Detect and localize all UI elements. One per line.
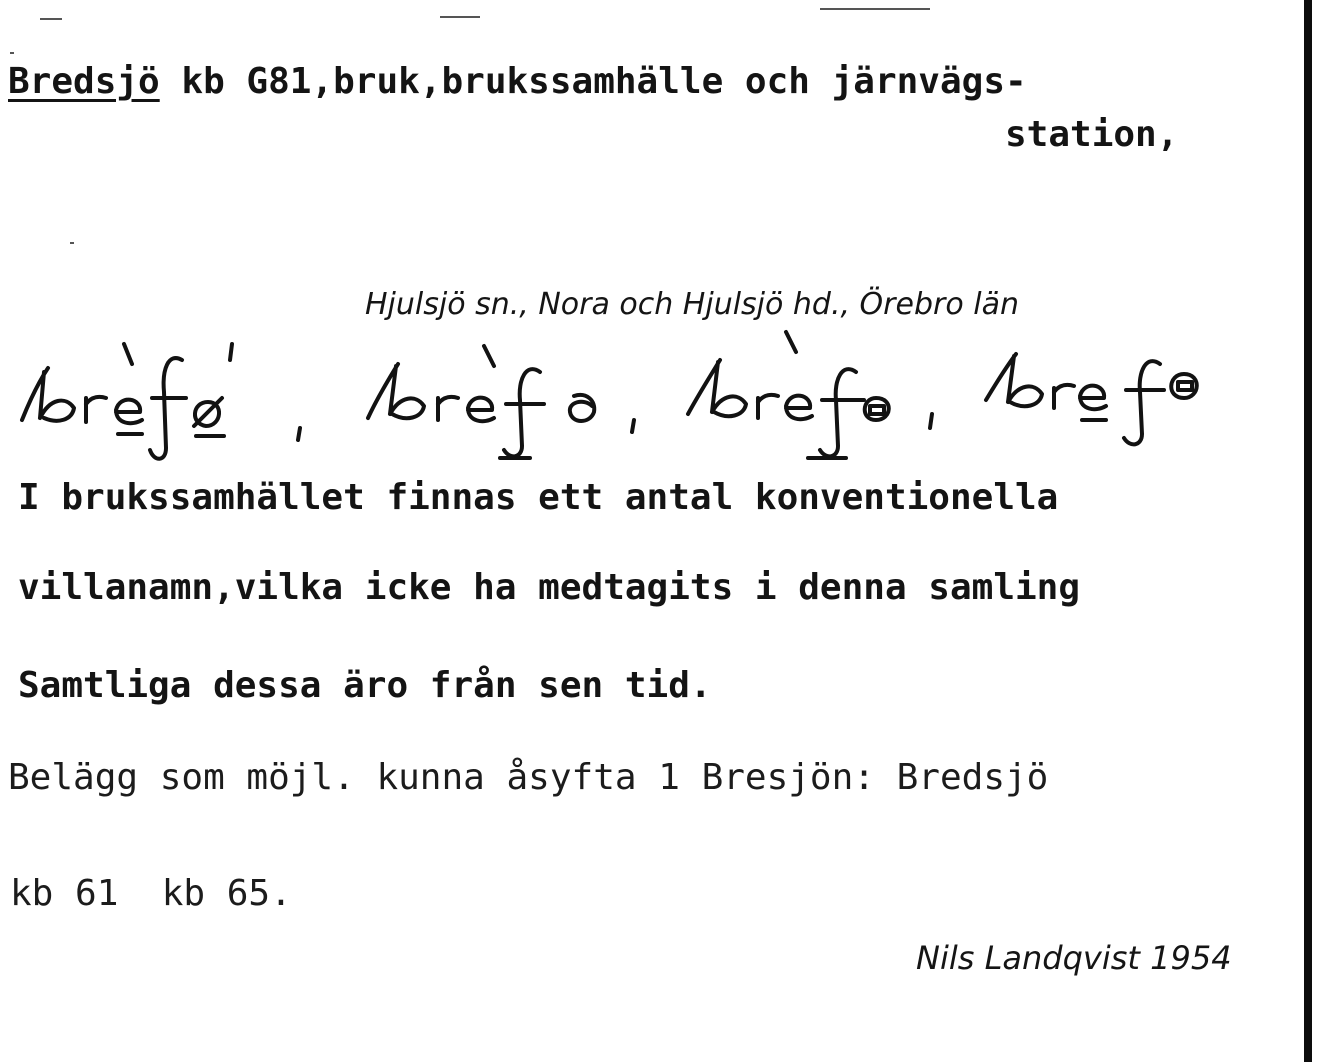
location-text: Hjulsjö sn., Nora och Hjulsjö hd., Örebro län — [365, 287, 1019, 322]
heading-rest: kb G81,bruk,brukssamhälle och järnvägs- — [159, 61, 1027, 102]
heading-line-2: station, — [1005, 114, 1179, 155]
signature: Nils Landqvist 1954 — [916, 939, 1232, 977]
heading-word: Bredsjö — [8, 61, 160, 102]
body-line-2: villanamn,vilka icke ha medtagits i denna samling — [18, 567, 1081, 608]
attestation-line-1: Belägg som möjl. kunna åsyfta 1 Bresjön: Bredsjö — [8, 757, 1049, 798]
body-line-3: Samtliga dessa äro från sen tid. — [18, 665, 712, 706]
body-line-1: I brukssamhället finnas ett antal konventionella — [18, 477, 1059, 518]
attestation-line-2: kb 61 kb 65. — [10, 873, 292, 914]
